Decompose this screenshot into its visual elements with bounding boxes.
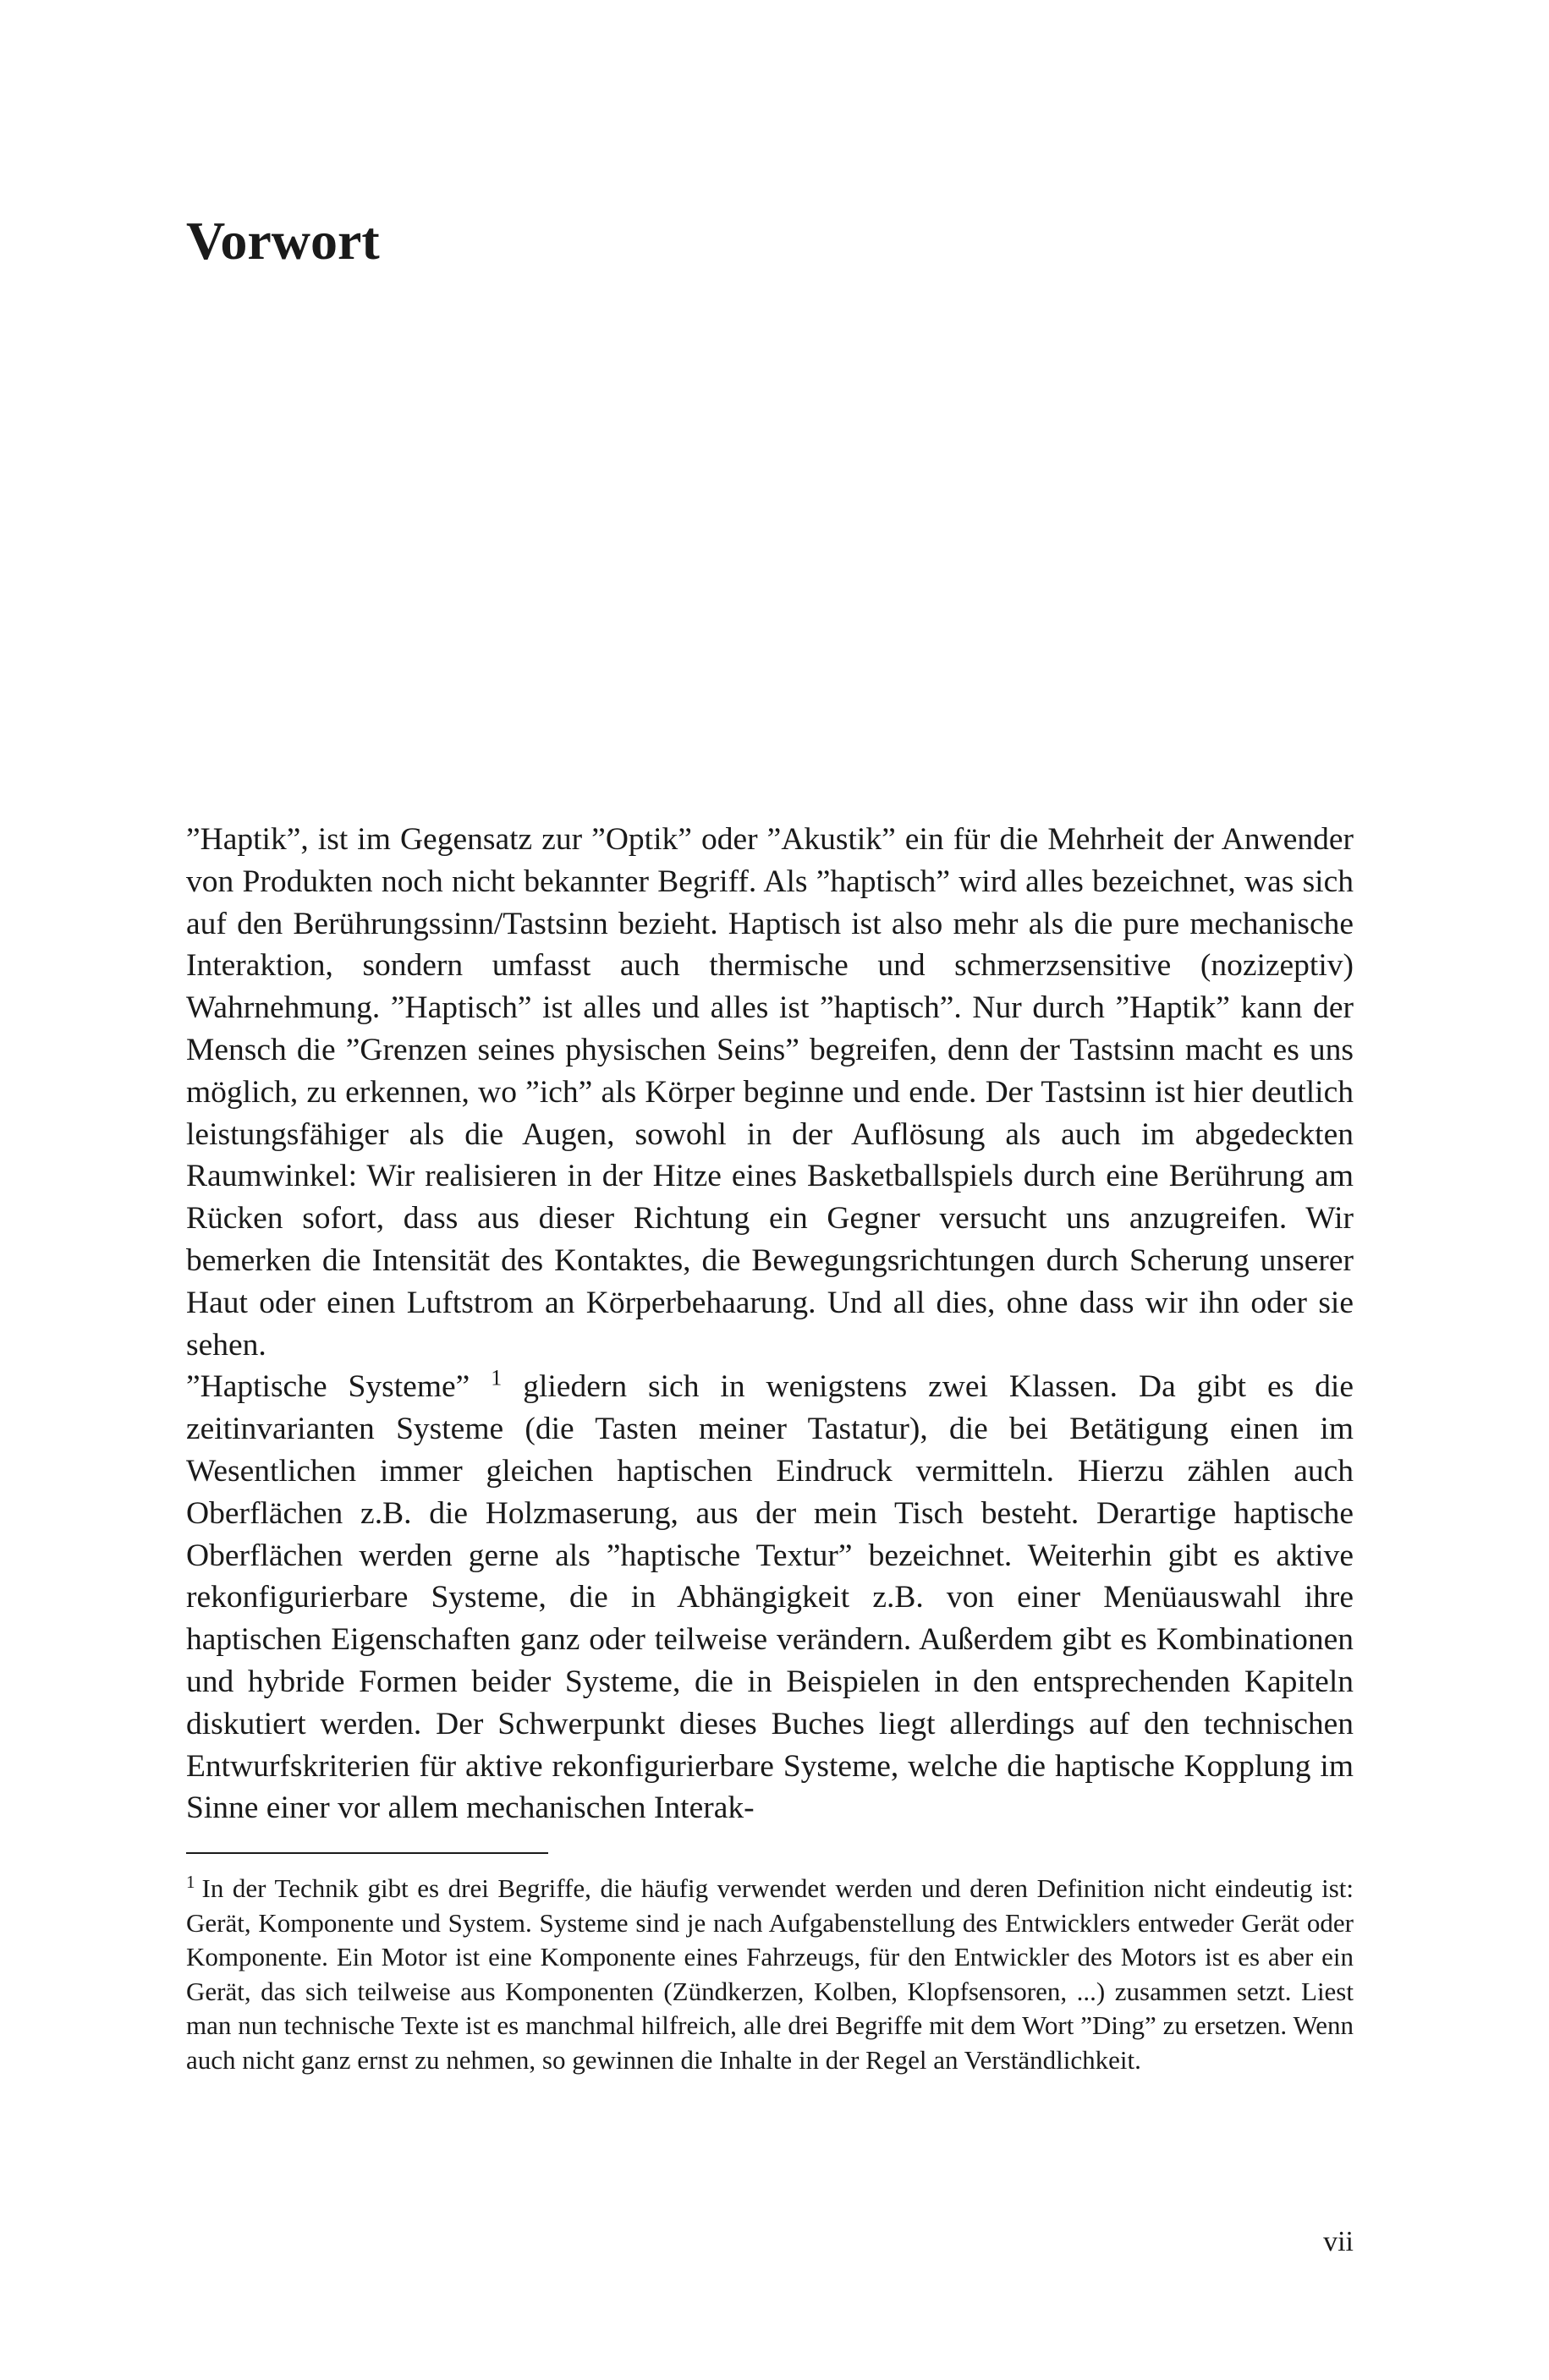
paragraph-1: ”Haptik”, ist im Gegensatz zur ”Optik” oder ”Akustik” ein für die Mehrheit der Anwender von Produkten noch nicht bekannter Begriff. Als ”haptisch” wird alles bezeichnet, was sich auf den Berührungssinn/Tastsinn bezieht. Haptisch ist also mehr als die pure mechanische Interaktion, sondern umfasst auch thermische und schmerzsensitive (nozizeptiv) Wahrnehmung. ”Haptisch” ist alles und alles ist ”haptisch”. Nur durch ”Haptik” kann der Mensch die ”Grenzen seines physischen Seins” begreifen, denn der Tastsinn macht es uns möglich, zu erkennen, wo ”ich” als Körper beginne und ende. Der Tastsinn ist hier deutlich leistungsfähiger als die Augen, sowohl in der Auflösung als auch im abgedeckten Raumwinkel: Wir realisieren in der Hitze eines Basketballspiels durch eine Berührung am Rücken sofort, dass aus dieser Richtung ein Gegner versucht uns anzugreifen. Wir bemerken die Intensität des Kontaktes, die Bewegungsrichtungen durch Scherung unserer Haut oder einen Luftstrom an Körperbehaarung. Und all dies, ohne dass wir ihn oder sie sehen. <box>186 822 1354 1363</box>
paragraph-2-rest: gliedern sich in wenigstens zwei Klassen. Da gibt es die zeitinvarianten Systeme (die Tasten meiner Tastatur), die bei Betätigung einen im Wesentlichen immer gleichen haptischen Eindruck vermitteln. Hierzu zählen auch Oberflächen z.B. die Holzmaserung, aus der mein Tisch besteht. Derartige haptische Oberflächen werden gerne als ”haptische Textur” bezeichnet. Weiterhin gibt es aktive rekonfigurierbare Systeme, die in Abhängigkeit z.B. von einer Menüauswahl ihre haptischen Eigenschaften ganz oder teilweise verändern. Außerdem gibt es Kombinationen und hybride Formen beider Systeme, die in Beispielen in den entsprechenden Kapiteln diskutiert werden. Der Schwerpunkt dieses Buches liegt allerdings auf den technischen Entwurfskriterien für aktive rekonfigurierbare Systeme, welche die haptische Kopplung im Sinne einer vor allem mechanischen Interak- <box>186 1369 1354 1826</box>
paragraph-2-start: ”Haptische Systeme” <box>186 1369 470 1405</box>
main-text <box>186 819 1354 1829</box>
footnote-text: In der Technik gibt es drei Begriffe, die häufig verwendet werden und deren Definition nicht eindeutig ist: Gerät, Komponente und System. Systeme sind je nach Aufgabenstellung des Entwicklers entweder Gerät oder Komponente. Ein Motor ist eine Komponente eines Fahrzeugs, für den Entwickler des Motors ist es aber ein Gerät, das sich teilweise aus Komponenten (Zündkerzen, Kolben, Klopfsensoren, ...) zusammen setzt. Liest man nun technische Texte ist es manchmal hilfreich, alle drei Begriffe mit dem Wort ”Ding” zu ersetzen. Wenn auch nicht ganz ernst zu nehmen, so gewinnen die Inhalte in der Regel an Verständlichkeit. <box>186 1873 1354 2075</box>
chapter-title: Vorwort <box>186 211 380 271</box>
footnote-mark: 1 <box>186 1871 195 1892</box>
footnote <box>186 1872 1354 2077</box>
page-number: vii <box>1323 2226 1354 2257</box>
footnote-reference[interactable]: 1 <box>491 1365 503 1390</box>
footnote-divider <box>186 1852 548 1854</box>
paragraph-2 <box>186 1366 1354 1829</box>
